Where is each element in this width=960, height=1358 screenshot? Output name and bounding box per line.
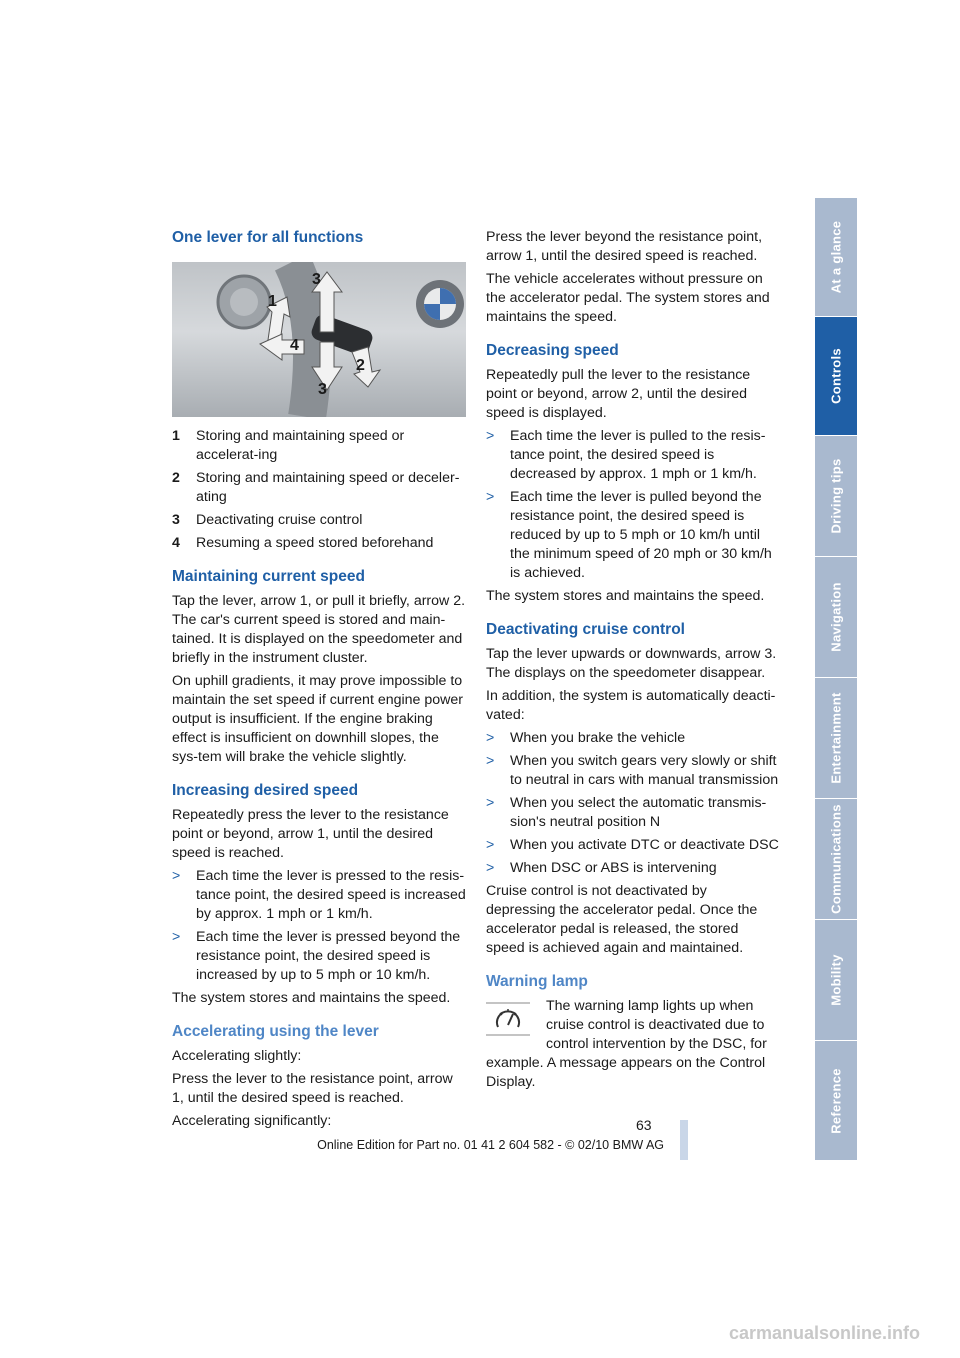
bullet-list <box>486 729 780 878</box>
legend-item: 1 Storing and maintaining speed or accelerat-ing <box>172 428 405 463</box>
paragraph: On uphill gradients, it may prove impossible to maintain the set speed if current engine power output is insufficient. If the engine braking effect is insufficient on downhill slopes, the sys-tem will brake the vehicle slightly. <box>172 673 464 765</box>
section-accelerating <box>172 1022 466 1131</box>
figure-label-2: 2 <box>356 357 365 374</box>
left-column <box>172 228 466 1135</box>
right-column <box>486 228 780 1096</box>
paragraph: Press the lever to the resistance point, arrow 1, until the desired speed is reached. <box>172 1071 453 1106</box>
figure-label-4: 4 <box>290 337 299 354</box>
paragraph: The system stores and maintains the speed. <box>172 990 451 1006</box>
paragraph: The warning lamp lights up when cruise control is deactivated due to control intervention by the DSC, for example. A message appears on the Control Display. <box>486 998 767 1090</box>
paragraph: Repeatedly press the lever to the resistance point or beyond, arrow 1, until the desired speed is reached. <box>172 807 449 861</box>
tab-driving-tips[interactable]: Driving tips <box>815 436 857 557</box>
paragraph: Accelerating slightly: <box>172 1048 302 1064</box>
paragraph: The vehicle accelerates without pressure on the accelerator pedal. The system stores and maintains the speed. <box>486 271 770 325</box>
list-item: > Each time the lever is pulled beyond the resistance point, the desired speed is reduced by up to 5 mph or 10 km/h until the minimum speed of 20 mph or 30 km/h is achieved. <box>486 489 772 581</box>
section-increasing <box>172 781 466 1008</box>
section-maintaining <box>172 567 466 767</box>
list-item: > Each time the lever is pulled to the resis-tance point, the desired speed is decreased by approx. 1 mph or 1 km/h. <box>486 428 766 482</box>
tab-communications[interactable]: Communications <box>815 799 857 920</box>
figure-label-1: 1 <box>268 293 277 310</box>
paragraph: The system stores and maintains the speed. <box>486 588 765 604</box>
tab-reference[interactable]: Reference <box>815 1041 857 1161</box>
section-heading-one-lever: One lever for all functions <box>172 229 364 246</box>
tab-entertainment[interactable]: Entertainment <box>815 678 857 799</box>
paragraph: Accelerating significantly: <box>172 1113 332 1129</box>
watermark: carmanualsonline.info <box>728 1323 920 1343</box>
tab-controls[interactable]: Controls <box>815 317 857 436</box>
bullet-list <box>486 427 780 583</box>
footer-edition-note: Online Edition for Part no. 01 41 2 604 582 - © 02/10 BMW AG <box>317 1138 664 1152</box>
list-item: > Each time the lever is pressed beyond the resistance point, the desired speed is increased by up to 5 mph or 10 km/h. <box>172 929 461 983</box>
paragraph: Repeatedly pull the lever to the resistance point or beyond, arrow 2, until the desired speed is displayed. <box>486 367 751 421</box>
section-heading-decreasing: Decreasing speed <box>486 342 619 359</box>
list-item: > When you activate DTC or deactivate DSC <box>486 837 779 853</box>
section-heading-accelerating: Accelerating using the lever <box>172 1023 379 1040</box>
list-item: > When you select the automatic transmis-sion's neutral position N <box>486 795 767 830</box>
paragraph: In addition, the system is automatically deacti-vated: <box>486 688 776 723</box>
list-item: > When you switch gears very slowly or shift to neutral in cars with manual transmission <box>486 753 779 788</box>
figure-label-3-bottom: 3 <box>318 381 327 398</box>
section-heading-warning-lamp: Warning lamp <box>486 973 588 990</box>
bullet-list <box>172 867 466 985</box>
tab-navigation[interactable]: Navigation <box>815 557 857 678</box>
figure-label-3-top: 3 <box>312 271 321 288</box>
list-item: > When you brake the vehicle <box>486 730 686 746</box>
tab-at-a-glance[interactable]: At a glance <box>815 198 857 317</box>
section-deactivating <box>486 620 780 958</box>
cruise-control-lever-figure <box>172 262 466 417</box>
section-warning-lamp <box>486 972 780 1092</box>
paragraph: Press the lever beyond the resistance point, arrow 1, until the desired speed is reached. <box>486 229 763 264</box>
tab-mobility[interactable]: Mobility <box>815 920 857 1041</box>
section-heading-deactivating: Deactivating cruise control <box>486 621 685 638</box>
cruise-control-warning-icon <box>486 1001 530 1037</box>
footer-accent-bar <box>680 1120 688 1160</box>
paragraph: Tap the lever, arrow 1, or pull it briefly, arrow 2. The car's current speed is stored and main-tained. It is displayed on the speedometer and briefly in the instrument cluster. <box>172 593 466 666</box>
paragraph: Cruise control is not deactivated by depressing the accelerator pedal. Once the accelerator pedal is released, the stored speed is achieved again and maintained. <box>486 883 758 956</box>
section-decreasing <box>486 341 780 606</box>
paragraph: Tap the lever upwards or downwards, arrow 3. The displays on the speedometer disappear. <box>486 646 777 681</box>
legend-item: 4 Resuming a speed stored beforehand <box>172 535 434 551</box>
figure-legend <box>172 427 466 553</box>
list-item: > When DSC or ABS is intervening <box>486 860 717 876</box>
chapter-sidebar <box>815 198 857 1160</box>
legend-item: 3 Deactivating cruise control <box>172 512 363 528</box>
section-heading-increasing: Increasing desired speed <box>172 782 359 799</box>
list-item: > Each time the lever is pressed to the resis-tance point, the desired speed is increased by approx. 1 mph or 1 km/h. <box>172 868 466 922</box>
page-number: 63 <box>636 1117 652 1133</box>
section-heading-maintaining: Maintaining current speed <box>172 568 365 585</box>
legend-item: 2 Storing and maintaining speed or deceler-ating <box>172 470 460 505</box>
